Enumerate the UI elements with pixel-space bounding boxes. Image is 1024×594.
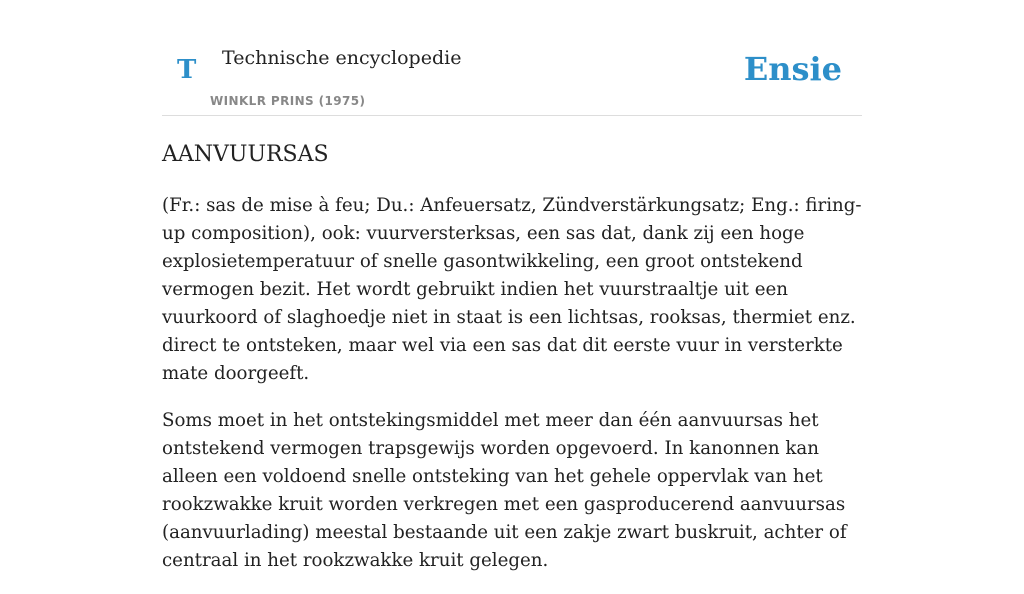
entry-title: AANVUURSAS <box>162 142 329 167</box>
source-logo[interactable]: T <box>177 55 197 85</box>
entry-body <box>162 192 862 594</box>
ensie-logo[interactable]: Ensie <box>743 50 842 88</box>
source-title-link[interactable]: Technische encyclopedie <box>222 47 462 69</box>
source-header <box>162 0 862 116</box>
source-subtitle: WINKLR PRINS (1975) <box>210 94 366 108</box>
article-page <box>162 0 862 571</box>
entry-paragraph: (Fr.: sas de mise à feu; Du.: Anfeuersatz, Zündverstärkungsatz; Eng.: firing-up composition), ook: vuurversterksas, een sas dat, dank zij een hoge explosietemperatuur of snelle gasontwikkeling, een groot ontstekend vermogen bezit. Het wordt gebruikt indien het vuurstraaltje uit een vuurkoord of slaghoedje niet in staat is een lichtsas, rooksas, thermiet enz. direct te ontsteken, maar wel via een sas dat dit eerste vuur in versterkte mate doorgeeft. <box>162 195 862 384</box>
entry-paragraph: Soms moet in het ontstekingsmiddel met meer dan één aanvuursas het ontstekend vermogen trapsgewijs worden opgevoerd. In kanonnen kan alleen een voldoend snelle ontsteking van het gehele oppervlak van het rookzwakke kruit worden verkregen met een gasproducerend aanvuursas (aanvuurlading) meestal bestaande uit een zakje zwart buskruit, achter of centraal in het rookzwakke kruit gelegen. <box>162 410 847 571</box>
